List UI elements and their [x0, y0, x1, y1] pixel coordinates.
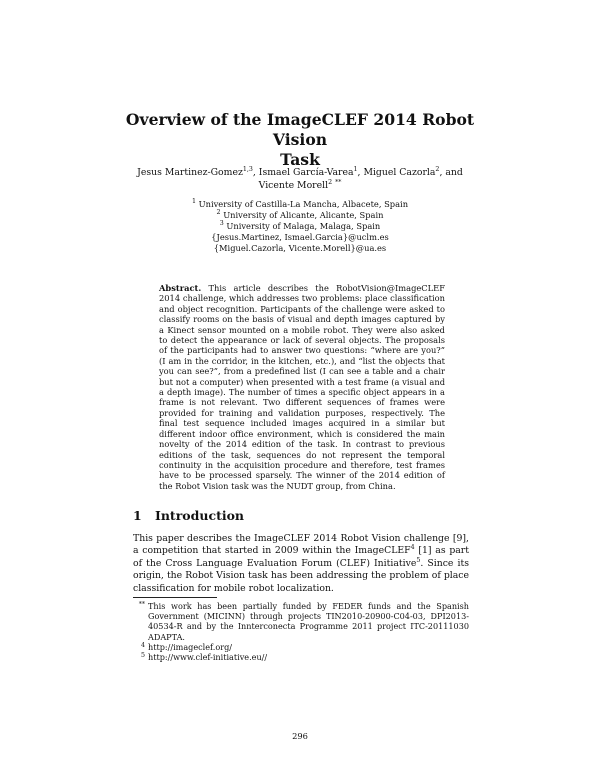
email-2: {Miguel.Cazorla, Vicente.Morell}@ua.es [213, 243, 387, 253]
author-4-sup2: ** [335, 179, 342, 186]
intro-paragraph: This paper describes the ImageCLEF 2014 Robot Vision challenge [9], a competition that started in 2009 within the ImageCLEF$^4$ [1] as part of the Cross Language Evaluation Forum (CLEF) Initiative$^5$. Since its origin, the Robot Vision task has been addressing the problem of place classification for mobile robot localization. [133, 533, 469, 594]
email-1: {Jesus.Martinez, Ismael.Garcia}@uclm.es [211, 232, 389, 242]
paper-title [100, 110, 500, 170]
title-line-2: Task [280, 150, 320, 169]
author-4-sup: 2 [328, 179, 333, 186]
author-1-sup: 1,3 [242, 166, 253, 173]
author-3-tail: , and [439, 167, 463, 178]
affiliation-2: $^2$ University of Alicante, Alicante, Spain [216, 209, 384, 220]
footnote-rule [133, 597, 217, 598]
author-list [120, 166, 480, 192]
footnote-4-link[interactable]: http://imageclef.org/ [148, 641, 232, 652]
abstract-body: This article describes the RobotVision@ImageCLEF 2014 challenge, which addresses two problems: place classification and object recognition. Participants of the challenge were asked to classify rooms on the basis of visual and depth images captured by a Kinect sensor mounted on a mobile robot. They were also asked to detect the appearance or lack of several objects. The proposals of the participants had to answer two questions: “where are you?” (I am in the corridor, in the kitchen, etc.), and “list the objects that you can see?”, from a predefined list (I can see a table and a chair but not a computer) when presented with a test frame (a visual and a depth image). The number of times a specific object appears in a frame is not relevant. Two different sequences of frames were provided for training and validation purposes, respectively. The final test sequence included images acquired in a similar but different indoor office environment, which is considered the main novelty of the 2014 edition of the task. In contrast to previous editions of the task, sequences do not represent the temporal continuity in the acquisition procedure and therefore, test frames have to be processed sparsely. The winner of the 2014 edition of the Robot Vision task was the NUDT group, from China. [159, 283, 445, 491]
footnote-4: 4 http://imageclef.org/ [133, 642, 469, 652]
affiliations [150, 199, 450, 254]
section-heading [133, 508, 244, 523]
affiliation-1: $^1$ University of Castilla-La Mancha, Albacete, Spain [191, 198, 409, 209]
author-4: Vicente Morell [258, 180, 329, 191]
page-number: 296 [292, 731, 308, 741]
affiliation-3: $^3$ University of Malaga, Malaga, Spain [219, 220, 381, 231]
footnotes [133, 601, 469, 662]
footnote-ref-5: 5 [416, 556, 421, 564]
abstract [159, 283, 445, 491]
title-line-1: Overview of the ImageCLEF 2014 Robot Vision [125, 110, 475, 149]
footnote-ref-4: 4 [410, 544, 415, 552]
author-1: Jesus Martinez-Gomez [137, 167, 243, 178]
author-2: , Ismael García-Varea [252, 167, 354, 178]
footnote-funding: ** This work has been partially funded by FEDER funds and the Spanish Government (MICINN) through projects TIN2010-20900-C04-03, DPI2013-40534-R and by the Innterconecta Programme 2011 project ITC-20111030 ADAPTA. [138, 601, 469, 642]
footnote-5: 5 http://www.clef-initiative.eu// [133, 652, 469, 662]
section-number: 1 [133, 508, 142, 523]
author-2-sup: 1 [353, 166, 358, 173]
author-3-sup: 2 [435, 166, 440, 173]
abstract-label: Abstract. [159, 283, 202, 293]
author-3: , Miguel Cazorla [357, 167, 436, 178]
section-title: Introduction [155, 508, 245, 523]
footnote-5-link[interactable]: http://www.clef-initiative.eu// [148, 652, 268, 663]
